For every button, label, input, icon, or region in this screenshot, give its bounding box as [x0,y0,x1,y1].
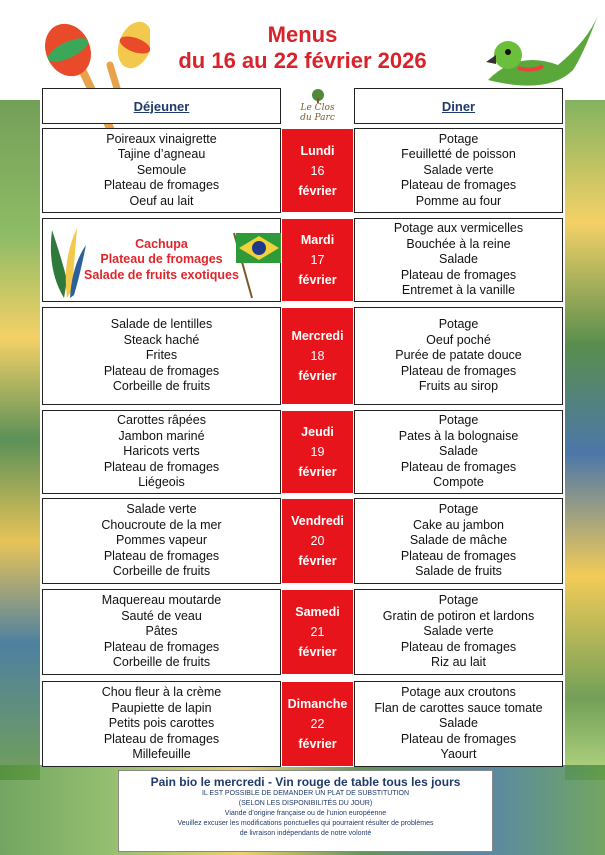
lunch-item: Semoule [136,162,187,177]
lunch-item: Pâtes [145,624,178,639]
dinner-item: Salade de fruits [415,564,502,579]
lunch-cell-jeudi [42,410,281,494]
day-month: février [298,554,337,568]
dinner-cell-jeudi [354,410,563,494]
day-date: 20 [310,534,325,548]
lunch-cell-vendredi [42,498,281,584]
dinner-item: Plateau de fromages [400,363,517,378]
lunch-item: Salade de fruits exotiques [84,267,239,282]
dinner-cell-vendredi [354,498,563,584]
footer-meat-origin: Viande d’origine française ou de l’union européenne [224,810,387,817]
lunch-item: Haricots verts [123,444,200,459]
day-name: Samedi [295,605,340,619]
dinner-item: Potage [438,502,479,517]
day-date: 18 [310,349,325,363]
dinner-item: Salade de mâche [409,533,508,548]
dinner-item: Gratin de potiron et lardons [382,608,535,623]
dinner-item: Potage [438,131,479,146]
dinner-item: Fruits au sirop [418,379,499,394]
lunch-item: Cachupa [135,236,188,251]
footer-notice [118,770,493,852]
dinner-cell-lundi [354,128,563,213]
day-month: février [298,273,337,287]
lunch-item: Poireaux vinaigrette [106,131,217,146]
lunch-item: Sauté de veau [121,608,202,623]
left-decor-strip [0,100,40,780]
lunch-item: Plateau de fromages [103,363,220,378]
day-name: Jeudi [301,425,334,439]
lunch-item: Chou fleur à la crème [101,685,222,700]
lunch-item: Jambon mariné [118,428,205,443]
footer-apology: Veuillez excuser les modifications ponctuelles qui pourraient résulter de problèmes [177,820,434,827]
lunch-item: Frites [145,348,178,363]
lunch-header-label: Déjeuner [133,98,190,114]
day-name: Mardi [300,233,335,247]
day-cell-mardi [281,218,354,302]
dinner-item: Purée de patate douce [395,348,522,363]
lunch-item: Salade verte [126,502,197,517]
dinner-item: Plateau de fromages [400,178,517,193]
dinner-cell-samedi [354,589,563,675]
footer-apology-cont: de livraison indépendants de notre volonté [239,830,372,837]
dinner-item: Entremet à la vanille [401,283,516,298]
footer-headline: Pain bio le mercredi - Vin rouge de table tous les jours [150,775,461,789]
lunch-item: Pommes vapeur [115,533,207,548]
feather-headdress-icon [42,220,88,300]
footer-availability: (SELON LES DISPONIBILITÉS DU JOUR) [238,800,373,807]
day-cell-lundi [281,128,354,213]
dinner-item: Salade [439,444,478,459]
day-date: 22 [310,717,325,731]
day-name: Lundi [300,143,335,158]
dinner-cell-mardi [354,218,563,302]
dinner-item: Potage [438,593,479,608]
day-date: 21 [310,625,325,639]
day-name: Dimanche [287,697,348,711]
day-month: février [298,183,337,198]
dinner-item: Pomme au four [415,193,502,208]
dinner-item: Flan de carottes sauce tomate [374,700,543,715]
dinner-item: Plateau de fromages [400,459,517,474]
dinner-item: Plateau de fromages [400,731,517,746]
lunch-item: Maquereau moutarde [101,593,222,608]
dinner-item: Salade verte [423,162,494,177]
tree-icon [308,89,328,103]
day-cell-vendredi [281,498,354,584]
dinner-header [354,88,563,124]
logo-line1: Le Clos [300,103,335,113]
menu-date-range: du 16 au 22 février 2026 [178,48,427,73]
lunch-item: Petits pois carottes [108,716,215,731]
dinner-item: Potage aux vermicelles [393,221,524,236]
dinner-cell-dimanche [354,681,563,767]
lunch-item: Plateau de fromages [103,548,220,563]
lunch-item: Tajine d’agneau [117,147,206,162]
day-name: Vendredi [291,514,344,528]
day-cell-dimanche [281,681,354,767]
dinner-item: Salade verte [423,624,494,639]
lunch-item: Salade de lentilles [110,317,213,332]
lunch-item: Oeuf au lait [129,193,194,208]
logo-line2: du Parc [300,113,335,123]
day-name: Mercredi [291,329,344,343]
day-month: février [298,465,337,479]
dinner-item: Pates à la bolognaise [398,428,519,443]
day-date: 17 [310,253,325,267]
lunch-item: Steack haché [123,332,200,347]
lunch-item: Plateau de fromages [103,731,220,746]
day-month: février [298,645,337,659]
dinner-item: Feuilletté de poisson [401,147,516,162]
right-decor-strip [565,100,605,780]
day-month: février [298,737,337,751]
lunch-item: Corbeille de fruits [112,655,211,670]
lunch-item: Plateau de fromages [103,178,220,193]
day-cell-jeudi [281,410,354,494]
dinner-item: Potage aux croutons [401,685,516,700]
dinner-item: Plateau de fromages [400,267,517,282]
lunch-item: Paupiette de lapin [111,700,212,715]
dinner-item: Riz au lait [431,655,486,670]
lunch-cell-dimanche [42,681,281,767]
dinner-item: Cake au jambon [412,517,505,532]
menu-title: Menus [267,22,338,47]
dinner-item: Bouchée à la reine [406,236,511,251]
brazil-flag-icon [232,228,284,300]
footer-substitution: IL EST POSSIBLE DE DEMANDER UN PLAT DE SUBSTITUTION [201,790,410,797]
dinner-item: Plateau de fromages [400,639,517,654]
lunch-cell-mercredi [42,307,281,405]
day-month: février [298,369,337,383]
lunch-item: Plateau de fromages [103,459,220,474]
lunch-item: Choucroute de la mer [101,517,222,532]
day-cell-samedi [281,589,354,675]
dinner-cell-mercredi [354,307,563,405]
logo [281,88,354,124]
lunch-item: Millefeuille [132,747,191,762]
day-date: 19 [310,445,325,459]
lunch-item: Plateau de fromages [100,252,223,267]
dinner-header-label: Diner [441,98,476,114]
dinner-item: Salade [439,716,478,731]
dinner-item: Compote [433,475,484,490]
lunch-item: Carottes râpées [117,413,206,428]
lunch-cell-samedi [42,589,281,675]
lunch-item: Corbeille de fruits [112,379,211,394]
lunch-item: Liégeois [138,475,185,490]
dinner-item: Potage [438,413,479,428]
lunch-header [42,88,281,124]
dinner-item: Yaourt [440,747,477,762]
lunch-cell-lundi [42,128,281,213]
dinner-item: Potage [438,317,479,332]
dinner-item: Plateau de fromages [400,548,517,563]
day-date: 16 [310,163,325,178]
day-cell-mercredi [281,307,354,405]
lunch-item: Corbeille de fruits [112,564,211,579]
lunch-item: Plateau de fromages [103,639,220,654]
dinner-item: Oeuf poché [426,332,491,347]
dinner-item: Salade [439,252,478,267]
